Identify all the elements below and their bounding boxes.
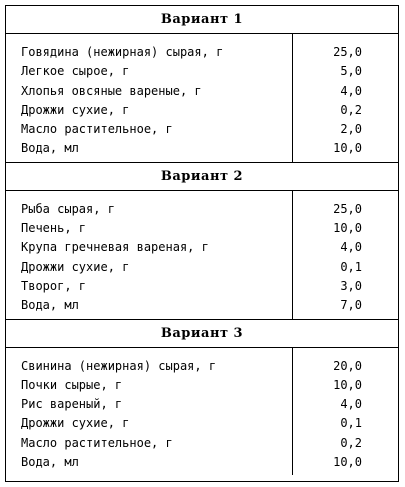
ingredient-name: Вода, мл [21,298,79,313]
ingredient-name: Почки сырые, г [21,377,123,392]
ingredient-name: Свинина (нежирная) сырая, г [21,358,217,373]
ingredient-amount: 0,1 [340,416,362,431]
ingredient-amount: 20,0 [333,358,362,373]
ingredient-name: Масло растительное, г [21,122,173,137]
ingredient-amount: 25,0 [333,45,362,59]
variant-3-body [6,348,398,476]
ingredient-amount: 0,2 [340,435,362,450]
ingredient-amount: 4,0 [340,240,362,255]
ingredient-name: Творог, г [21,278,87,293]
variant-2-ingredients [6,191,293,319]
ingredient-name: Легкое сырое, г [21,64,130,79]
ingredient-name: Крупа гречневая вареная, г [21,240,209,255]
ingredient-name: Хлопья овсяные вареные, г [21,83,202,98]
ingredient-name: Вода, мл [21,455,79,470]
ingredient-name: Масло растительное, г [21,435,173,450]
ingredient-name: Дрожжи сухие, г [21,259,130,274]
ingredient-amount: 4,0 [340,397,362,412]
ingredient-amount: 10,0 [333,221,362,236]
ingredient-name: Дрожжи сухие, г [21,416,130,431]
ingredient-amount: 0,2 [340,102,362,117]
variant-3-ingredients [6,348,293,476]
ingredient-amount: 10,0 [333,455,362,470]
variant-1-amounts [293,34,398,162]
ingredient-name: Дрожжи сухие, г [21,102,130,117]
ingredient-name: Рис вареный, г [21,397,123,412]
ingredient-amount: 4,0 [340,83,362,98]
ingredient-amount: 10,0 [333,377,362,392]
ingredient-name: Рыба сырая, г [21,201,115,216]
ingredient-amount: 7,0 [340,298,362,313]
variant-1-ingredients [6,34,293,162]
ingredient-amount: 2,0 [340,122,362,137]
ingredient-amount: 25,0 [333,201,362,216]
variant-2-title: Вариант 2 [6,163,398,191]
ingredient-name: Говядина (нежирная) сырая, г [21,45,224,59]
variant-3-title: Вариант 3 [6,320,398,348]
ingredient-amount: 5,0 [340,64,362,79]
ingredient-amount: 10,0 [333,141,362,156]
ingredient-amount: 0,1 [340,259,362,274]
ingredient-name: Печень, г [21,221,87,236]
variant-2-body [6,191,398,320]
recipe-variants-table [5,5,399,482]
variant-1-body [6,34,398,163]
variant-1-title: Вариант 1 [6,6,398,34]
ingredient-amount: 3,0 [340,278,362,293]
variant-2-amounts [293,191,398,319]
variant-3-amounts [293,348,398,476]
ingredient-name: Вода, мл [21,141,79,156]
